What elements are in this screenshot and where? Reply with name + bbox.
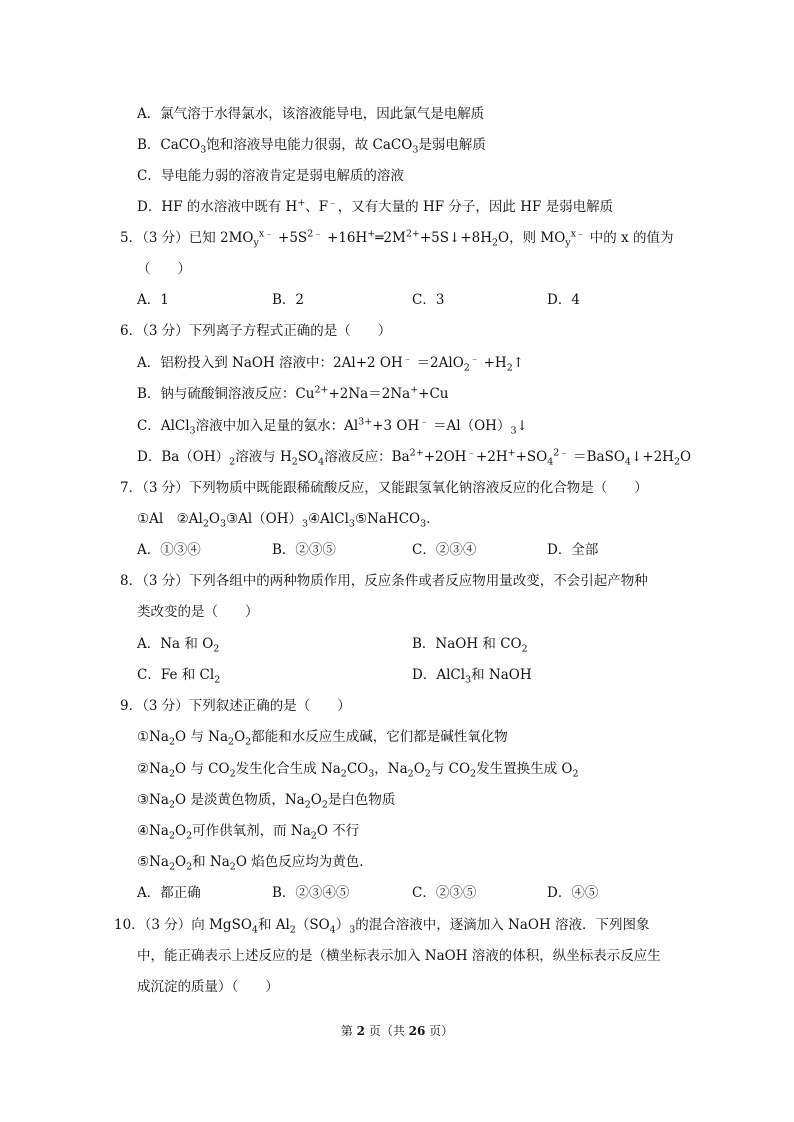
q9-option-b: B．②③④⑤ (272, 885, 350, 901)
page-total: 26 (408, 1024, 426, 1038)
q5-stem: 5．（3 分）已知 $2MO_y^{x﹣} +5S^{2﹣}$ $+16H^+═2M^{2+}+5S↓+8H_2O$，则 $MO_y^{x﹣}$ 中的 x 的值为 (120, 228, 674, 249)
q6-option-a: A．铝粉投入到 NaOH 溶液中：2Al+2 $OH^﹣ =2AlO_2^﹣ +H_2↑$ (137, 353, 525, 374)
q6-stem: 6．（3 分）下列离子方程式正确的是（ ） (120, 323, 392, 339)
q8-option-a: A．Na 和 $O_2$ (137, 636, 220, 655)
q6-option-c: C．AlCl$_3$溶液中加入足量的氨水：$Al^{3+}+3$ $OH^﹣ =Al(OH)_3↓$ (137, 416, 528, 437)
q10-stem-line1: 10．（3 分）向 MgSO$_4$和 $Al_2(SO_4)_3$的混合溶液中，逐滴加入 NaOH 溶液．下列图象 (114, 917, 650, 936)
q7-option-d: D．全部 (547, 542, 599, 558)
q4-option-d: D．HF 的水溶液中既有 H+、F﹣，又有大量的 HF 分子，因此 HF 是弱电解质 (137, 197, 614, 215)
q9-option-a: A．都正确 (137, 885, 201, 901)
q9-option-c: C．②③⑤ (412, 885, 477, 901)
q5-blank: （ ） (137, 261, 191, 277)
q7-option-a: A．①③④ (137, 542, 201, 558)
q9-statement-2: $②Na_2O$ 与 $CO_2$发生化合生成 $Na_2CO_3$，$Na_2O_2$与 $CO_2$发生置换生成 $O_2$ (137, 761, 579, 780)
q9-option-d: D．④⑤ (547, 885, 599, 901)
q4-option-c: C．导电能力弱的溶液肯定是弱电解质的溶液 (137, 168, 404, 184)
q10-stem-line2: 中，能正确表示上述反应的是（横坐标表示加入 NaOH 溶液的体积，纵坐标表示反应生 (137, 948, 661, 964)
q7-option-c: C．②③④ (412, 542, 477, 558)
q8-option-c: C．Fe 和 $Cl_2$ (137, 667, 221, 686)
q9-statement-5: $⑤Na_2O_2$和 $Na_2O$ 焰色反应均为黄色. (137, 854, 364, 873)
q8-option-d: D．AlCl$_3$和 NaOH (412, 667, 532, 686)
q9-statement-1: $①Na_2O$ 与 $Na_2O_2$都能和水反应生成碱，它们都是碱性氧化物 (137, 729, 508, 748)
q7-items: ①Al $②Al_2O_3③Al(OH)_3④AlCl_3⑤NaHCO_3$. (137, 511, 431, 530)
q10-stem-line3: 成沉淀的质量）（ ） (137, 979, 279, 995)
q6-option-b: B．钠与硫酸铜溶液反应：$Cu^{2+}+2Na=2Na^++Cu$ (137, 384, 449, 402)
q5-option-b: B．2 (272, 292, 305, 308)
q8-stem-line2: 类改变的是（ ） (137, 604, 259, 620)
q7-option-b: B．②③⑤ (272, 542, 336, 558)
q8-option-b: B．NaOH 和 $CO_2$ (412, 636, 528, 655)
page-footer: 第 2 页（共 26 页） (340, 1024, 454, 1038)
q9-statement-3: $③Na_2O$ 是淡黄色物质，$Na_2O_2$是白色物质 (137, 792, 396, 811)
q9-statement-4: $④Na_2O_2$可作供氧剂，而 $Na_2O$ 不行 (137, 823, 360, 842)
q5-option-d: D．4 (547, 292, 580, 308)
q7-stem: 7．（3 分）下列物质中既能跟稀硫酸反应，又能跟氢氧化钠溶液反应的化合物是（ ） (120, 480, 648, 496)
q4-option-a: A．氯气溶于水得氯水，该溶液能导电，因此氯气是电解质 (137, 106, 485, 122)
q6-option-d: D．$Ba(OH)_2$溶液与 $H_2SO_4$溶液反应：$Ba^{2+}+2OH^﹣+2H^++SO_4^{2﹣}$ $=BaSO_4↓+2H_2O$ (137, 447, 692, 468)
page-number: 2 (356, 1024, 365, 1038)
q5-option-c: C．3 (412, 292, 445, 308)
q9-stem: 9．（3 分）下列叙述正确的是（ ） (120, 698, 351, 714)
q8-stem-line1: 8．（3 分）下列各组中的两种物质作用，反应条件或者反应物用量改变，不会引起产物种 (120, 573, 648, 589)
q4-option-b: B．CaCO$_3$饱和溶液导电能力很弱，故 CaCO$_3$是弱电解质 (137, 137, 486, 156)
q5-option-a: A．1 (137, 292, 169, 308)
